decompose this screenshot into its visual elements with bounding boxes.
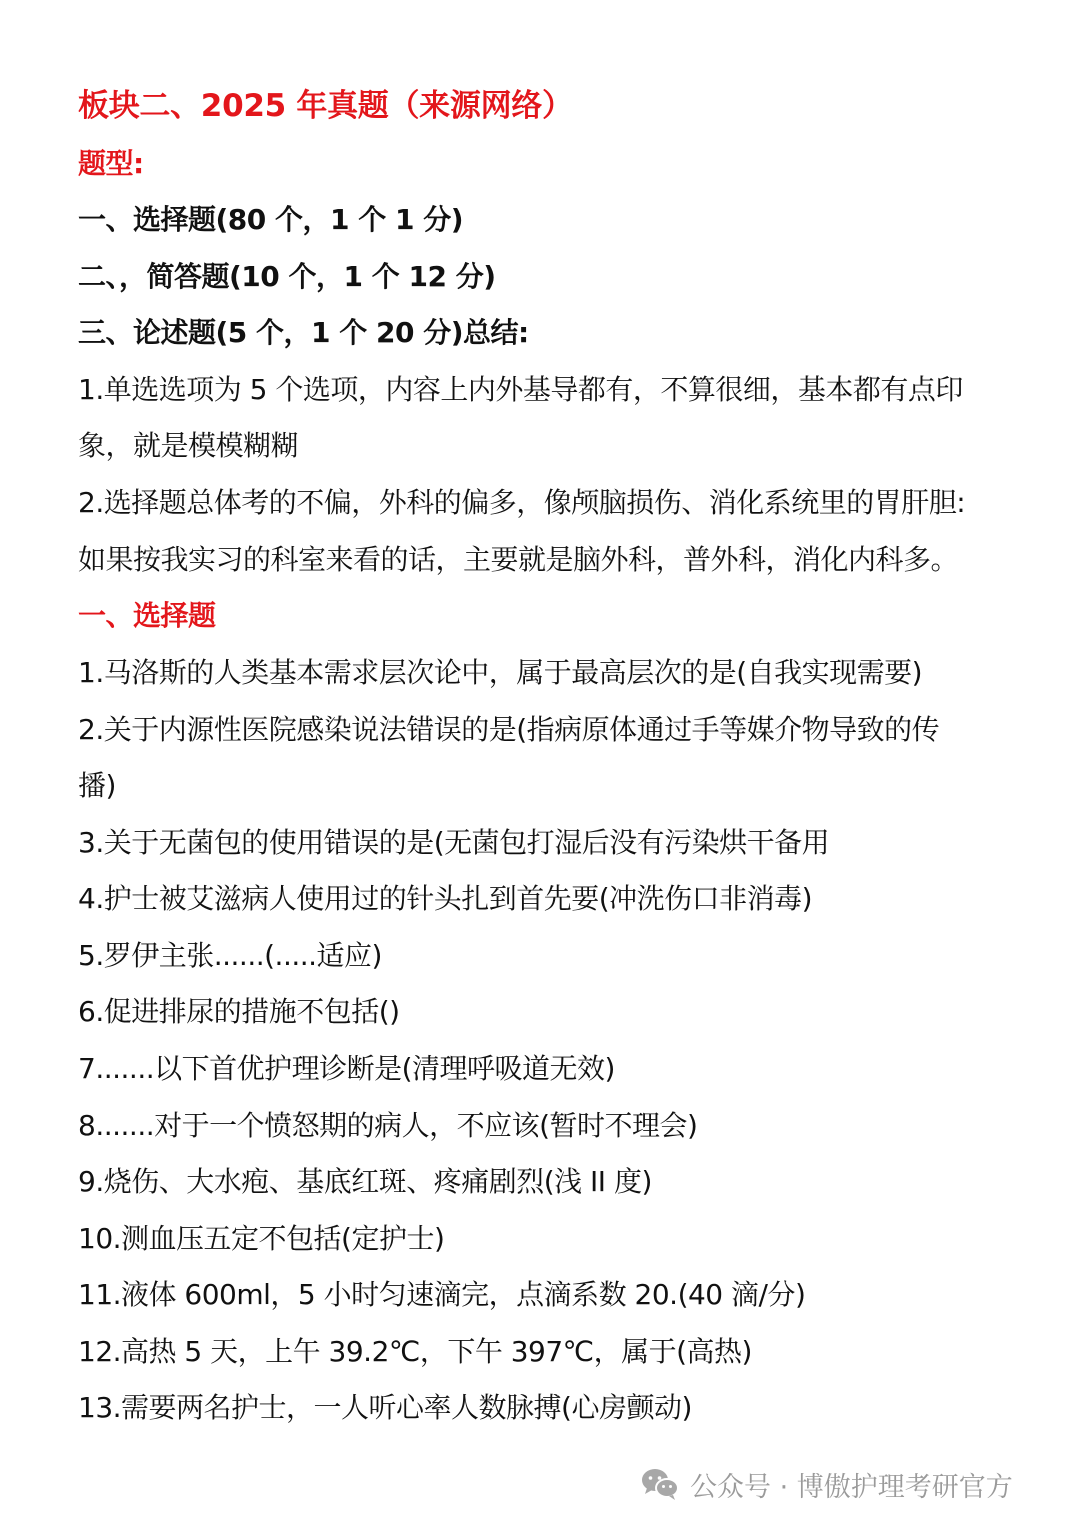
summary-line-4: 如果按我实习的科室来看的话，主要就是脑外科，普外科，消化内科多。 — [78, 543, 959, 576]
question-line: 9.烧伤、大水疱、基底红斑、疼痛剧烈(浅 II 度) — [78, 1165, 652, 1198]
question-line: 10.测血压五定不包括(定护士) — [78, 1222, 445, 1255]
question-line: 2.关于内源性医院感染说法错误的是(指病原体通过手等媒介物导致的传 — [78, 713, 940, 746]
section-heading: 一、选择题 — [78, 599, 216, 632]
wechat-icon — [640, 1467, 680, 1501]
question-line: 3.关于无菌包的使用错误的是(无菌包打湿后没有污染烘干备用 — [78, 826, 830, 859]
question-line: 播) — [78, 769, 116, 802]
doc-title: 板块二、2025 年真题（来源网络） — [78, 88, 573, 124]
question-line: 1.马洛斯的人类基本需求层次论中，属于最高层次的是(自我实现需要) — [78, 656, 923, 689]
question-line: 11.液体 600ml，5 小时匀速滴完，点滴系数 20.(40 滴/分) — [78, 1278, 806, 1311]
question-line: 5.罗伊主张......(.....适应) — [78, 939, 382, 972]
question-line: 8.......对于一个愤怒期的病人，不应该(暂时不理会) — [78, 1109, 698, 1142]
watermark — [640, 1462, 1013, 1506]
type-item-2: 二、，简答题(10 个，1 个 12 分) — [78, 260, 496, 293]
type-item-3: 三、论述题(5 个，1 个 20 分)总结: — [78, 316, 529, 349]
question-line: 4.护士被艾滋病人使用过的针头扎到首先要(冲洗伤口非消毒) — [78, 882, 813, 915]
question-line: 6.促进排尿的措施不包括() — [78, 995, 400, 1028]
summary-line-1: 1.单选选项为 5 个选项，内容上内外基导都有，不算很细，基本都有点印 — [78, 373, 963, 406]
question-line: 12.高热 5 天，上午 39.2℃，下午 397℃，属于(高热) — [78, 1335, 752, 1368]
type-item-1: 一、选择题(80 个，1 个 1 分) — [78, 203, 464, 236]
question-line: 7.......以下首优护理诊断是(清理呼吸道无效) — [78, 1052, 615, 1085]
watermark-text: 公众号 · 博傲护理考研官方 — [690, 1471, 1013, 1503]
summary-line-3: 2.选择题总体考的不偏，外科的偏多，像颅脑损伤、消化系统里的胃肝胆: — [78, 486, 966, 519]
summary-line-2: 象，就是模模糊糊 — [78, 429, 299, 462]
question-line: 13.需要两名护士，一人听心率人数脉搏(心房颤动) — [78, 1391, 692, 1424]
type-heading: 题型: — [78, 147, 144, 180]
